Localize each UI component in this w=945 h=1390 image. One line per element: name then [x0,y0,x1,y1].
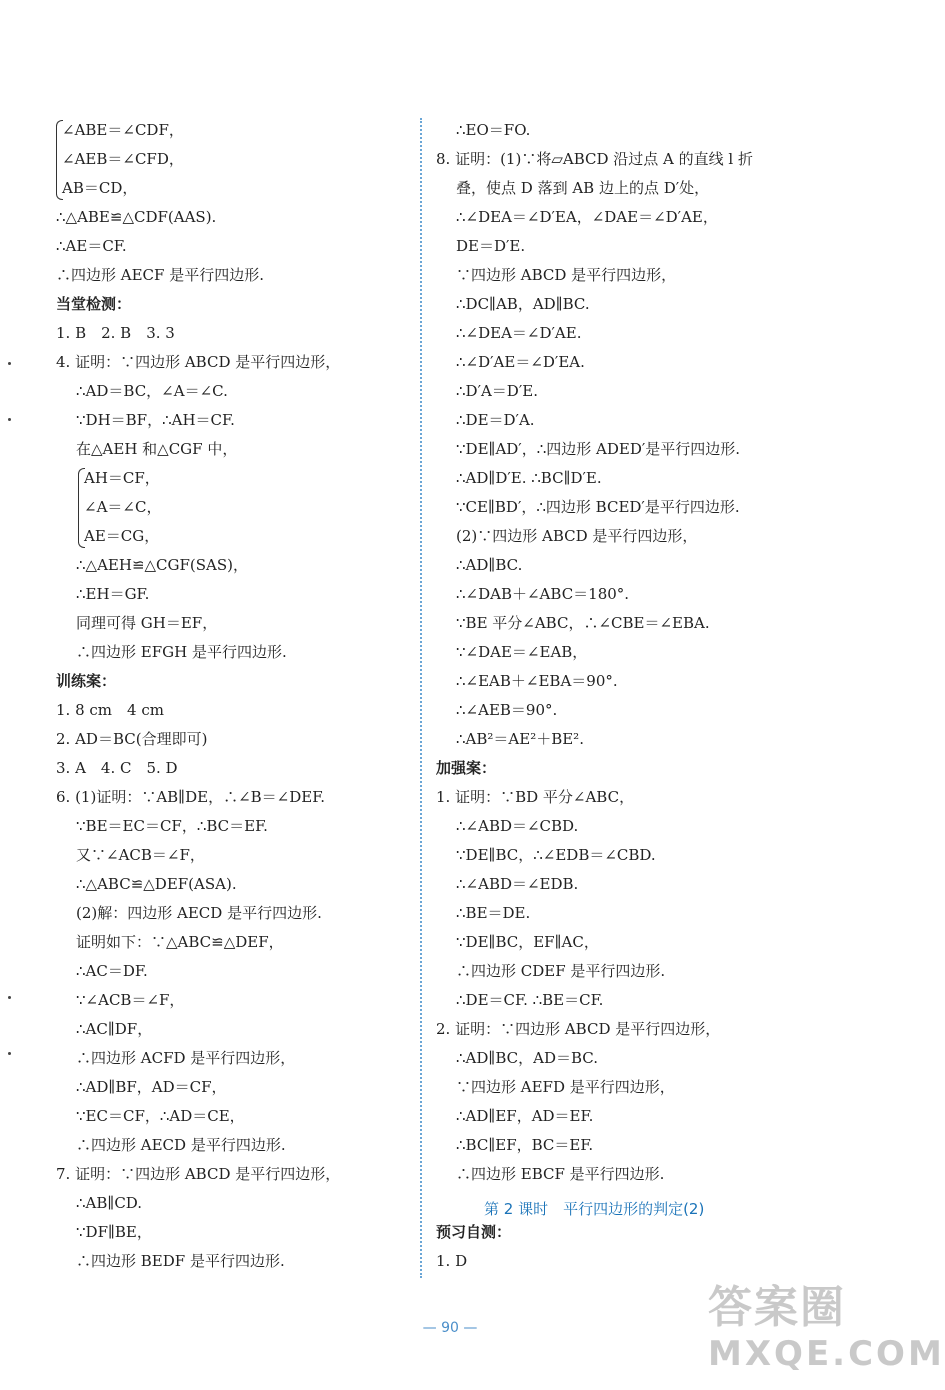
left-line: 1. 8 cm 4 cm [56,701,164,719]
right-line: ∴DE＝D′A. [456,411,535,429]
left-line: 3. A 4. C 5. D [56,759,178,777]
left-line: 6. (1)证明：∵AB∥DE，∴∠B＝∠DEF. [56,788,326,806]
left-line: ∴△AEH≌△CGF(SAS)， [76,556,249,574]
right-line: ∴AD∥EF，AD＝EF. [456,1107,594,1125]
margin-dot [8,1052,11,1055]
left-line: ∵∠ACB＝∠F， [76,991,185,1009]
left-line: 2. AD＝BC(合理即可) [56,730,208,748]
left-line: ∴AC＝DF. [76,962,148,980]
right-line: ∵四边形 ABCD 是平行四边形， [456,266,677,284]
right-line: ∵四边形 AEFD 是平行四边形， [456,1078,675,1096]
right-line: ∴AD∥D′E. ∴BC∥D′E. [456,469,602,487]
left-line: ∴AB∥CD. [76,1194,143,1212]
margin-dot [8,418,11,421]
left-line: ∵BE＝EC＝CF，∴BC＝EF. [76,817,268,835]
watermark-logo [708,1282,945,1382]
column-divider [420,118,422,1278]
right-line: ∴AD∥BC，AD＝BC. [456,1049,598,1067]
right-line: ∴BC∥EF，BC＝EF. [456,1136,594,1154]
right-line: ∴EO＝FO. [456,121,531,139]
left-line: ∴AD＝BC，∠A＝∠C. [76,382,228,400]
right-line: ∴AD∥BC. [456,556,523,574]
left-line: ∠ABE＝∠CDF， [62,121,184,139]
right-line: 预习自测： [436,1223,512,1241]
left-line: ∴AE＝CF. [56,237,127,255]
brace-left-mid [78,468,85,548]
margin-dot [8,996,11,999]
left-line: 在△AEH 和△CGF 中， [76,440,238,458]
left-line: ∴四边形 AECF 是平行四边形. [56,266,264,284]
left-line: ∴△ABC≌△DEF(ASA). [76,875,237,893]
watermark-text: 答案圈 [708,1282,846,1333]
right-line: ∴∠DEA＝∠D′EA，∠DAE＝∠D′AE， [456,208,718,226]
right-line: ∴DE＝CF. ∴BE＝CF. [456,991,604,1009]
right-line: ∴∠EAB＋∠EBA＝90°. [456,672,618,690]
left-line: ∵DF∥BE， [76,1223,152,1241]
left-line: 训练案： [56,672,117,690]
left-line: ∴EH＝GF. [76,585,150,603]
left-line: AH＝CF， [84,469,160,487]
left-line: ∴四边形 BEDF 是平行四边形. [76,1252,285,1270]
right-line: ∴∠DEA＝∠D′AE. [456,324,582,342]
left-line: 1. B 2. B 3. 3 [56,324,175,342]
margin-dot [8,362,11,365]
section-heading: 第 2 课时 平行四边形的判定(2) [484,1200,705,1218]
watermark-url: MXQE.COM [708,1334,945,1374]
right-line: 1. 证明：∵BD 平分∠ABC， [436,788,635,806]
left-line: 同理可得 GH＝EF， [76,614,218,632]
right-line: ∴∠D′AE＝∠D′EA. [456,353,585,371]
right-line: ∴AB²＝AE²＋BE². [456,730,584,748]
left-line: ∴四边形 AECD 是平行四边形. [76,1136,286,1154]
left-line: ∵EC＝CF，∴AD＝CE， [76,1107,245,1125]
left-line: AE＝CG， [84,527,160,545]
right-line: 1. D [436,1252,468,1270]
right-line: (2)∵四边形 ABCD 是平行四边形， [456,527,698,545]
right-line: ∴DC∥AB，AD∥BC. [456,295,590,313]
left-line: 7. 证明：∵四边形 ABCD 是平行四边形， [56,1165,341,1183]
left-line: ∴AD∥BF，AD＝CF， [76,1078,227,1096]
right-line: ∴BE＝DE. [456,904,531,922]
right-line: ∵CE∥BD′，∴四边形 BCED′是平行四边形. [456,498,740,516]
right-line: 加强案： [436,759,497,777]
left-line: ∵DH＝BF，∴AH＝CF. [76,411,235,429]
left-line: ∴四边形 ACFD 是平行四边形， [76,1049,296,1067]
right-line: ∴四边形 EBCF 是平行四边形. [456,1165,665,1183]
right-line: 2. 证明：∵四边形 ABCD 是平行四边形， [436,1020,721,1038]
left-line: ∴AC∥DF， [76,1020,153,1038]
right-line: ∴四边形 CDEF 是平行四边形. [456,962,666,980]
right-line: ∵DE∥BC，∴∠EDB＝∠CBD. [456,846,656,864]
page-number: — 90 — [422,1320,478,1336]
left-line: AB＝CD， [62,179,138,197]
left-line: 当堂检测： [56,295,132,313]
right-line: ∵DE∥AD′，∴四边形 ADED′是平行四边形. [456,440,741,458]
right-line: 叠，使点 D 落到 AB 边上的点 D′处， [456,179,710,197]
left-line: ∴△ABE≌△CDF(AAS). [56,208,217,226]
brace-left-top [56,120,63,200]
left-line: 证明如下：∵△ABC≌△DEF， [76,933,284,951]
right-line: ∴D′A＝D′E. [456,382,538,400]
right-line: 8. 证明：(1)∵将▱ABCD 沿过点 A 的直线 l 折 [436,150,753,168]
right-line: ∵BE 平分∠ABC，∴∠CBE＝∠EBA. [456,614,710,632]
right-line: ∴∠ABD＝∠EDB. [456,875,579,893]
left-line: (2)解：四边形 AECD 是平行四边形. [76,904,322,922]
right-line: DE＝D′E. [456,237,526,255]
right-line: ∵∠DAE＝∠EAB， [456,643,588,661]
left-line: 4. 证明：∵四边形 ABCD 是平行四边形， [56,353,341,371]
right-line: ∴∠AEB＝90°. [456,701,558,719]
right-line: ∴∠DAB＋∠ABC＝180°. [456,585,630,603]
left-line: ∠A＝∠C， [84,498,162,516]
right-line: ∵DE∥BC，EF∥AC， [456,933,599,951]
right-line: ∴∠ABD＝∠CBD. [456,817,579,835]
left-line: ∴四边形 EFGH 是平行四边形. [76,643,287,661]
left-line: ∠AEB＝∠CFD， [62,150,184,168]
left-line: 又∵∠ACB＝∠F， [76,846,205,864]
